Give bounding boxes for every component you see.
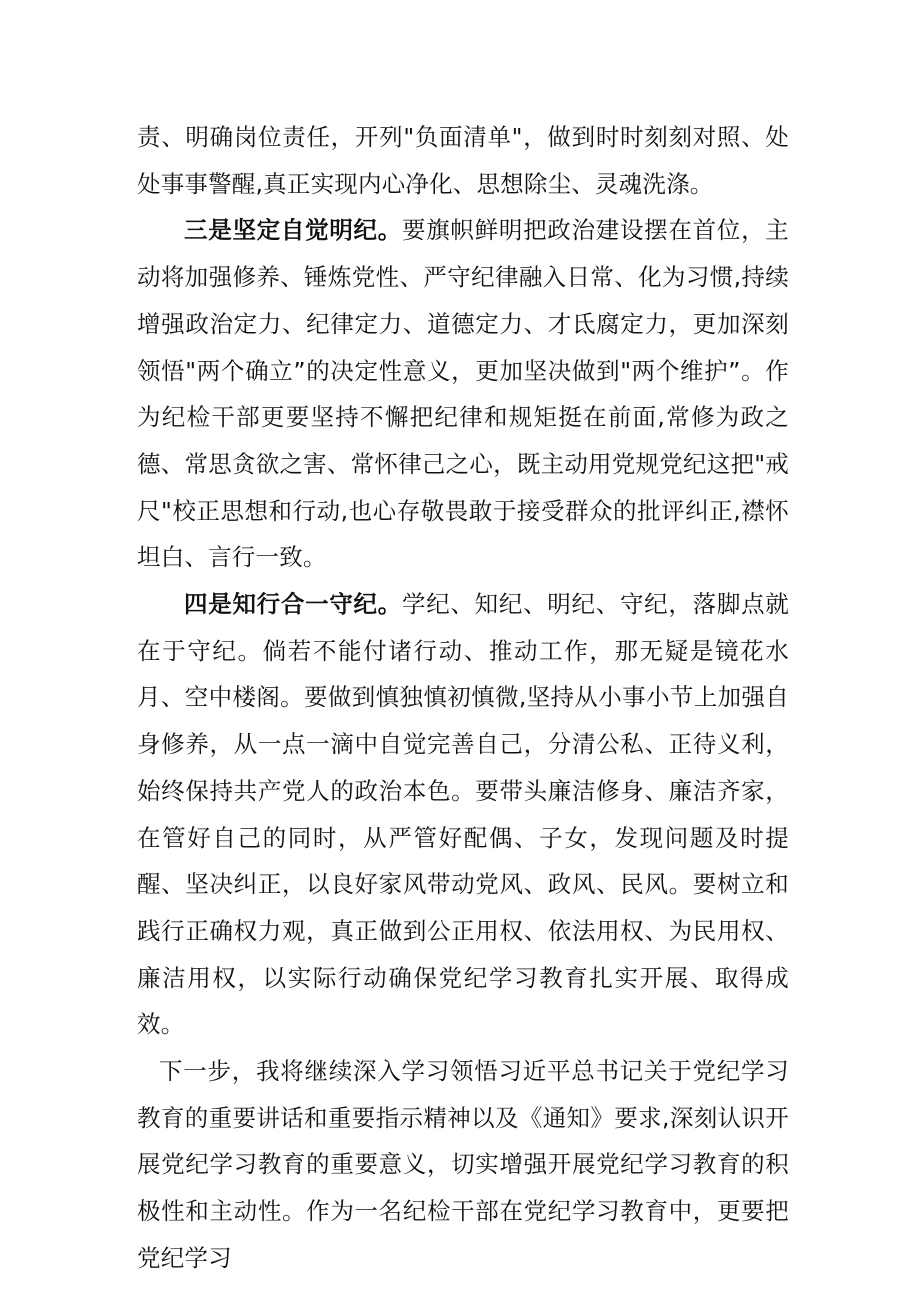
document-body [137,114,789,1282]
paragraph-next-step [137,1048,789,1282]
paragraph-continuation [137,114,789,207]
paragraph-body: 下一步，我将继续深入学习领悟习近平总书记关于党纪学习教育的重要讲话和重要指示精神以及《通知》要求,深刻认识开展党纪学习教育的重要意义，切实增强开展党纪学习教育的积极性和主动性。作为一名纪检干部在党纪学习教育中，更要把党纪学习 [137,1057,789,1272]
paragraph-body: 要旗帜鲜明把政治建设摆在首位，主动将加强修养、锤炼党性、严守纪律融入日常、化为习惯,持续增强政治定力、纪律定力、道德定力、才氐腐定力，更加深刻领悟"两个确立”的决定性意义，更加坚决做到"两个维护”。作为纪检干部更要坚持不懈把纪律和规矩挺在前面,常修为政之德、常思贪欲之害、常怀律己之心，既主动用党规党纪这把"戒尺"校正思想和行动,也心存敬畏敢于接受群众的批评纠正,襟怀坦白、言行一致。 [137,216,789,572]
paragraph-fourth-point [137,581,789,1048]
paragraph-lead: 四是知行合一守纪。 [184,590,402,619]
paragraph-third-point [137,207,789,581]
paragraph-lead: 三是坚定自觉明纪。 [184,216,402,245]
paragraph-body: 责、明确岗位责任，开列"负面清单"，做到时时刻刻对照、处处事事警醒,真正实现内心净化、思想除尘、灵魂洗涤。 [137,123,789,198]
paragraph-body: 学纪、知纪、明纪、守纪，落脚点就在于守纪。倘若不能付诸行动、推动工作，那无疑是镜花水月、空中楼阁。要做到慎独慎初慎微,坚持从小事小节上加强自身修养，从一点一滴中自觉完善自己，分清公私、正待义利，始终保持共产党人的政治本色。要带头廉洁修身、廉洁齐家，在管好自己的同时，从严管好配偶、子女，发现问题及时提醒、坚决纠正，以良好家风带动党风、政风、民风。要树立和践行正确权力观，真正做到公正用权、依法用权、为民用权、廉洁用权，以实际行动确保党纪学习教育扎实开展、取得成效。 [137,590,789,1039]
